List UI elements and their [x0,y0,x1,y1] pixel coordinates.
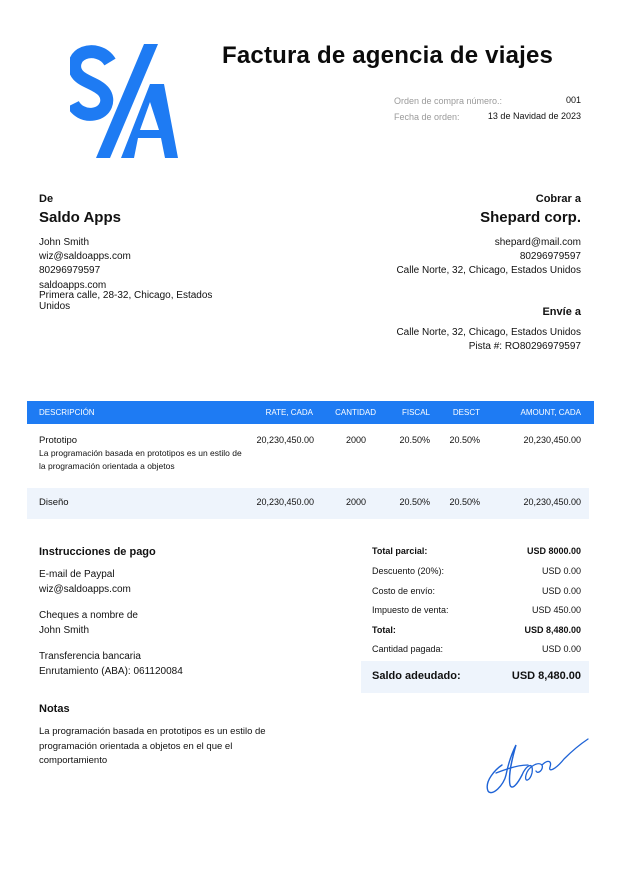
col-tax: FISCAL [401,408,430,417]
sales-tax-value: USD 450.00 [531,605,581,615]
from-company: Saldo Apps [39,209,121,226]
signature-image [482,735,592,797]
paypal-value: wiz@saldoapps.com [39,584,131,595]
from-name: John Smith [39,237,90,248]
order-number-label: Orden de compra número.: [394,96,503,106]
bill-to-company: Shepard corp. [480,209,581,226]
ship-to-label: Envíe a [542,306,581,318]
col-amount: AMOUNT, CADA [520,408,581,417]
from-label: De [39,193,54,205]
from-website: saldoapps.com [39,280,107,291]
ship-to-address: Calle Norte, 32, Chicago, Estados Unidos [396,327,581,338]
row-tax: 20.50% [399,435,430,445]
from-address: Primera calle, 28-32, Chicago, Estados Unidos [39,290,213,312]
transfer-value: Enrutamiento (ABA): 061120084 [39,666,183,677]
order-date-label: Fecha de orden: [394,112,460,122]
shipping-value: USD 0.00 [541,586,581,596]
from-phone: 80296979597 [39,265,101,276]
row-rate: 20,230,450.00 [256,435,314,445]
col-rate: RATE, CADA [265,408,313,417]
row-discount: 20.50% [449,435,480,445]
row-amount: 20,230,450.00 [523,497,581,507]
balance-label: Saldo adeudado: [372,670,461,682]
row-description: Prototipo [39,435,78,446]
table-header [27,401,594,424]
discount-value: USD 0.00 [541,566,581,576]
row-qty: 2000 [345,435,366,445]
bill-to-label: Cobrar a [535,193,581,205]
order-number-value: 001 [565,95,581,105]
subtotal-label: Total parcial: [372,546,428,556]
col-discount: DESCT [452,408,480,417]
row-detail: La programación basada en prototipos es un estilo de la programación orientada a objetos [39,448,242,471]
balance-value: USD 8,480.00 [511,670,581,682]
paypal-label: E-mail de Paypal [39,569,115,580]
row-qty: 2000 [345,497,366,507]
row-description: Diseño [39,497,69,508]
bill-to-phone: 80296979597 [519,251,581,262]
subtotal-value: USD 8000.00 [526,546,581,556]
col-description: DESCRIPCIÓN [39,408,95,417]
invoice-title: Factura de agencia de viajes [222,42,554,69]
total-value: USD 8,480.00 [524,625,581,635]
checks-label: Cheques a nombre de [39,610,138,621]
notes-title: Notas [39,703,70,715]
discount-label: Descuento (20%): [372,566,445,576]
row-rate: 20,230,450.00 [256,497,314,507]
row-discount: 20.50% [449,497,480,507]
order-date-value: 13 de Navidad de 2023 [487,111,581,121]
shipping-label: Costo de envío: [372,586,436,596]
payment-title: Instrucciones de pago [39,546,156,558]
bill-to-address: Calle Norte, 32, Chicago, Estados Unidos [396,265,581,276]
row-tax: 20.50% [399,497,430,507]
transfer-label: Transferencia bancaria [39,651,141,662]
ship-to-track: Pista #: RO80296979597 [468,341,581,352]
total-label: Total: [372,625,396,635]
paid-value: USD 0.00 [541,644,581,654]
paid-label: Cantidad pagada: [372,644,444,654]
bill-to-email: shepard@mail.com [494,237,581,248]
row-amount: 20,230,450.00 [523,435,581,445]
sales-tax-label: Impuesto de venta: [372,605,449,615]
notes-text: La programación basada en prototipos es un estilo de programación orientada a objetos en el que el comportamiento [39,726,266,766]
from-email: wiz@saldoapps.com [39,251,131,262]
checks-value: John Smith [39,625,90,636]
saldo-apps-logo [70,44,180,160]
col-qty: CANTIDAD [335,408,376,417]
